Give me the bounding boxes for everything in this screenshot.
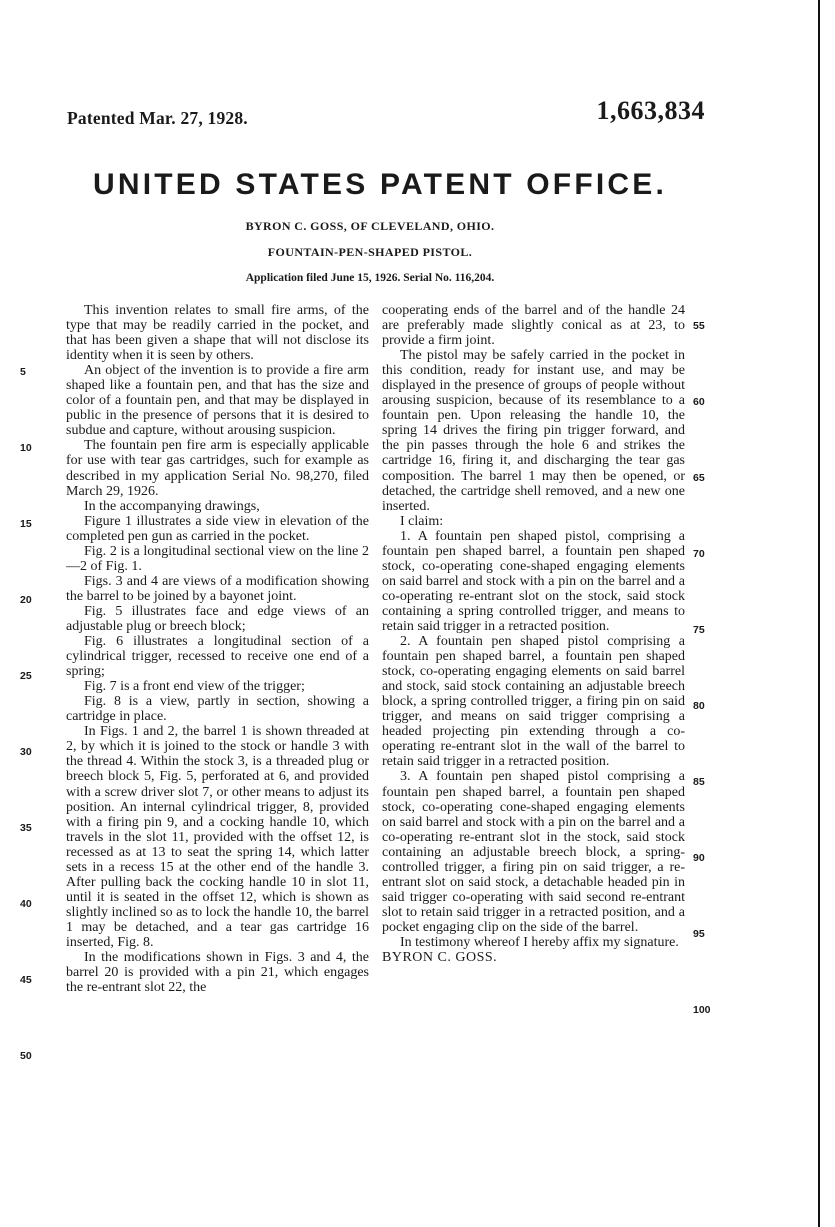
- line-number: 95: [693, 928, 705, 940]
- patent-date: Patented Mar. 27, 1928.: [67, 108, 248, 128]
- signature: BYRON C. GOSS.: [382, 950, 498, 966]
- line-number: 80: [693, 700, 705, 712]
- paragraph: In Figs. 1 and 2, the barrel 1 is shown threaded at 2, by which it is joined to the stock or handle 3 with the thread 4. Within the stock 3, is a threaded plug or breech block 5, Fig. 5, perforated at 6, and provided with a screw driver slot 7, or other means to adjust its position. An internal cylindrical trigger, 8, provided with a firing pin 9, and a cocking handle 10, which travels in the slot 11, provided with the offset 12, is recessed as at 13 to seat the spring 14, which latter sets in a recess 15 at the other end of the handle 3. After pulling back the cocking handle 10 in slot 11, until it is seated in the offset 12, which is shown as slightly inclined so as to lock the handle 10, the barrel 1 may be detached, and a tear gas cartridge 16 inserted, Fig. 8.: [66, 724, 369, 950]
- line-number: 75: [693, 624, 705, 636]
- line-number: 5: [20, 366, 26, 378]
- paragraph: The pistol may be safely carried in the pocket in this condition, ready for instant use, and may be displayed in the presence of groups of people without arousing suspicion, because of its resemblance to a fountain pen. Upon releasing the handle 10, the spring 14 drives the firing pin trigger forward, and the pin passes through the hole 6 and strikes the cartridge 16, firing it, and discharging the tear gas composition. The barrel 1 may then be opened, or detached, the cartridge shell removed, and a new one inserted.: [382, 348, 685, 514]
- patent-number: 1,663,834: [596, 96, 705, 125]
- office-heading: UNITED STATES PATENT OFFICE.: [92, 168, 668, 201]
- paragraph: In the accompanying drawings,: [84, 498, 260, 514]
- line-number: 20: [20, 594, 32, 606]
- paragraph: Fig. 8 is a view, partly in section, showing a cartridge in place.: [66, 694, 369, 725]
- line-number: 55: [693, 320, 705, 332]
- line-number: 30: [20, 746, 32, 758]
- right-column: [382, 303, 685, 965]
- line-number: 65: [693, 472, 705, 484]
- inventor-line: BYRON C. GOSS, OF CLEVELAND, OHIO.: [245, 219, 495, 233]
- claims-heading: I claim:: [400, 513, 444, 529]
- line-number: 70: [693, 548, 705, 560]
- page-edge-rule: [818, 0, 820, 1227]
- paragraph: Fig. 6 illustrates a longitudinal section of a cylindrical trigger, recessed to receive one end of a spring;: [66, 634, 369, 680]
- claim: 2. A fountain pen shaped pistol comprising a fountain pen shaped barrel, a fountain pen shaped stock, co-operating engaging elements on said barrel and stock, said stock containing an adjustable breech block, a spring controlled trigger, a firing pin on said trigger, and means on said trigger comprising a headed projecting pin extending through a co-operating re-entrant slot in the wall of the barrel to retain said trigger in a retracted position.: [382, 634, 685, 770]
- paragraph: In the modifications shown in Figs. 3 and 4, the barrel 20 is provided with a pin 21, which engages the re-entrant slot 22, the: [66, 950, 369, 996]
- line-number: 15: [20, 518, 32, 530]
- line-number: 90: [693, 852, 705, 864]
- line-number: 35: [20, 822, 32, 834]
- paragraph: Figure 1 illustrates a side view in elevation of the completed pen gun as carried in the pocket.: [66, 513, 369, 544]
- claim: 1. A fountain pen shaped pistol, comprising a fountain pen shaped barrel, a fountain pen shaped stock, co-operating cone-shaped engaging elements on said barrel and stock with a pin on the barrel and a co-operating re-entrant slot on the stock, said stock containing a spring controlled trigger, and means to retain said trigger in a retracted position.: [382, 528, 685, 634]
- paragraph: Fig. 7 is a front end view of the trigger;: [84, 679, 305, 695]
- paragraph: Figs. 3 and 4 are views of a modification showing the barrel to be joined by a bayonet joint.: [66, 573, 369, 604]
- line-number: 10: [20, 442, 32, 454]
- paragraph: An object of the invention is to provide a fire arm shaped like a fountain pen, and that has the size and color of a fountain pen, and that may be displayed in public in the presence of persons that it is desired to subdue and capture, without arousing suspicion.: [66, 363, 369, 439]
- paragraph: cooperating ends of the barrel and of the handle 24 are preferably made slightly conical as at 23, to provide a firm joint.: [382, 303, 685, 349]
- paragraph: Fig. 2 is a longitudinal sectional view on the line 2—2 of Fig. 1.: [66, 543, 369, 574]
- line-number: 100: [693, 1004, 711, 1016]
- invention-title: FOUNTAIN-PEN-SHAPED PISTOL.: [267, 245, 473, 259]
- paragraph: Fig. 5 illustrates face and edge views of an adjustable plug or breech block;: [66, 603, 369, 634]
- paragraph: This invention relates to small fire arms, of the type that may be readily carried in the pocket, and that has been given a shape that will not disclose its identity when it is seen by others.: [66, 303, 369, 364]
- claim: 3. A fountain pen shaped pistol comprising a fountain pen shaped barrel, a fountain pen shaped stock, co-operating cone-shaped engaging elements on said barrel and stock with a pin on the barrel and a co-operating re-entrant slot in the stock, said stock containing an adjustable breech block, a spring-controlled trigger, a firing pin on said trigger, a re-entrant slot on said stock, a detachable headed pin in said trigger co-operating with said second re-entrant slot to retain said trigger in a retracted position, and a pocket engaging clip on the side of the barrel.: [382, 769, 685, 935]
- line-number: 25: [20, 670, 32, 682]
- line-number: 50: [20, 1050, 32, 1062]
- testimony: In testimony whereof I hereby affix my signature.: [400, 934, 679, 950]
- line-number: 40: [20, 898, 32, 910]
- line-number: 60: [693, 396, 705, 408]
- line-number: 45: [20, 974, 32, 986]
- left-column: [66, 303, 369, 995]
- line-number: 85: [693, 776, 705, 788]
- paragraph: The fountain pen fire arm is especially applicable for use with tear gas cartridges, such for example as described in my application Serial No. 98,270, filed March 29, 1926.: [66, 438, 369, 499]
- application-line: Application filed June 15, 1926. Serial No. 116,204.: [245, 272, 495, 284]
